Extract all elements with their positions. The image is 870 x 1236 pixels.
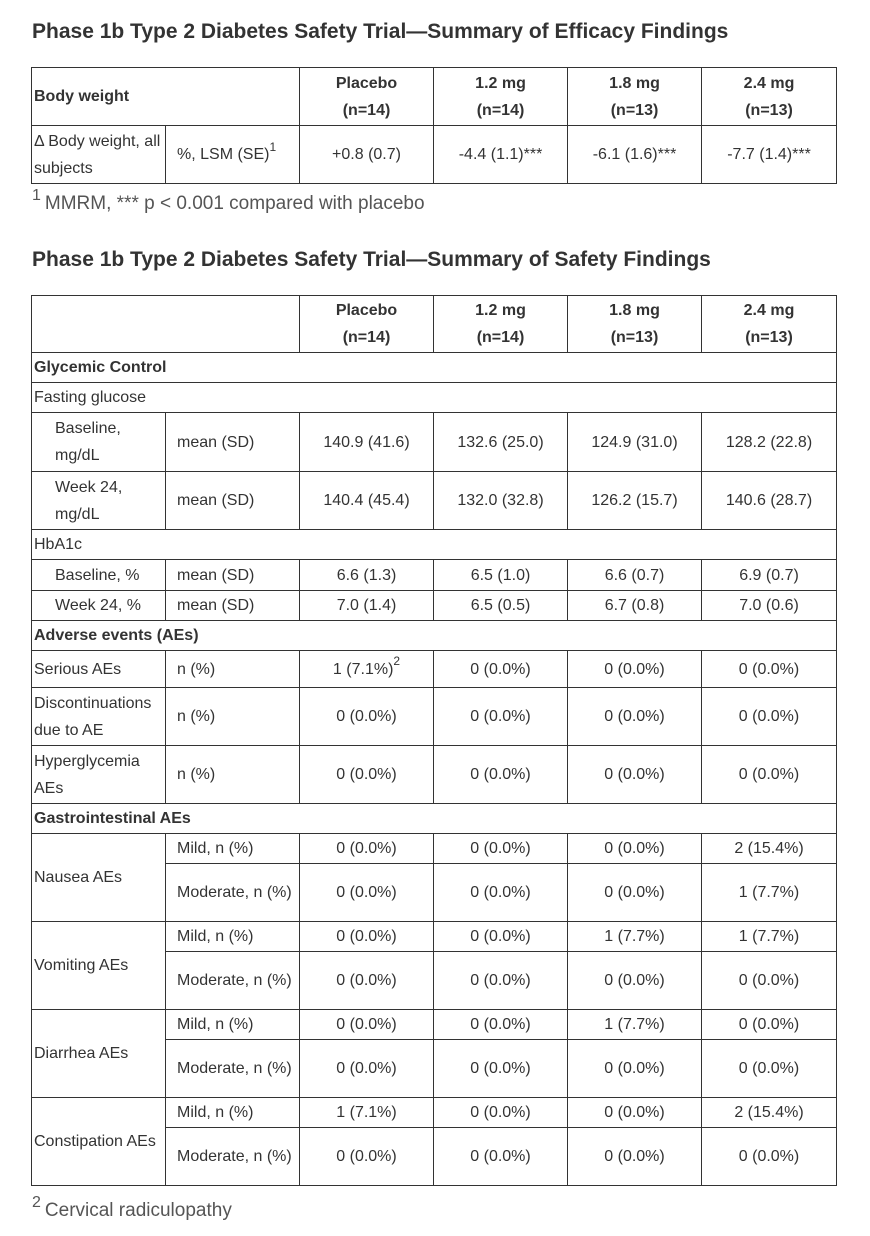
safety-title: Phase 1b Type 2 Diabetes Safety Trial—Summary of Safety Findings	[32, 248, 711, 271]
table-cell: 1 (7.1%)	[300, 1098, 434, 1128]
table-cell: 1 (7.7%)	[702, 864, 837, 922]
column-header	[434, 68, 568, 126]
row-label: Hyperglycemia AEs	[32, 746, 166, 804]
efficacy-header-row	[32, 68, 837, 126]
column-dose: 2.4 mg	[743, 302, 795, 319]
table-cell: -7.7 (1.4)***	[702, 126, 837, 184]
group-label: Nausea AEs	[32, 834, 166, 922]
column-header	[568, 296, 702, 353]
table-row	[32, 834, 837, 864]
table-cell: 0 (0.0%)	[300, 1128, 434, 1186]
table-row	[32, 746, 837, 804]
column-n: (n=13)	[745, 329, 793, 346]
row-unit: n (%)	[166, 651, 300, 688]
row-label: Baseline, %	[32, 560, 166, 591]
footnote-ref: 2	[393, 654, 401, 669]
table-cell: 132.6 (25.0)	[434, 413, 568, 472]
section-row	[32, 621, 837, 651]
table-cell: 140.4 (45.4)	[300, 472, 434, 530]
table-cell: 0 (0.0%)	[434, 834, 568, 864]
column-header	[434, 296, 568, 353]
table-cell: 0 (0.0%)	[434, 864, 568, 922]
table-cell: 0 (0.0%)	[568, 688, 702, 746]
safety-header-row	[32, 296, 837, 353]
column-header	[300, 68, 434, 126]
table-cell: 0 (0.0%)	[300, 952, 434, 1010]
column-n: (n=13)	[610, 329, 659, 346]
efficacy-footnote	[32, 186, 425, 215]
row-unit: mean (SD)	[166, 591, 300, 621]
row-unit: mean (SD)	[166, 413, 300, 472]
row-label: Week 24, %	[32, 591, 166, 621]
column-header	[300, 296, 434, 353]
table-cell: -4.4 (1.1)***	[434, 126, 568, 184]
table-row	[32, 472, 837, 530]
row-unit: Mild, n (%)	[166, 1010, 300, 1040]
group-label: Vomiting AEs	[32, 922, 166, 1010]
table-cell: 1 (7.7%)	[702, 922, 837, 952]
efficacy-header-label: Body weight	[32, 68, 300, 126]
table-cell: 132.0 (32.8)	[434, 472, 568, 530]
table-cell	[300, 651, 434, 688]
row-label: Discontinuations due to AE	[32, 688, 166, 746]
footnote-mark: 2	[32, 1193, 41, 1211]
empty-header-cell	[32, 296, 300, 353]
table-cell: 0 (0.0%)	[702, 1010, 837, 1040]
subsection-row	[32, 383, 837, 413]
table-cell: 124.9 (31.0)	[568, 413, 702, 472]
safety-footnote	[32, 1193, 232, 1222]
table-cell: 7.0 (1.4)	[300, 591, 434, 621]
table-cell: 0 (0.0%)	[300, 688, 434, 746]
table-cell: 1 (7.7%)	[568, 1010, 702, 1040]
table-cell: 0 (0.0%)	[568, 651, 702, 688]
table-cell: 0 (0.0%)	[434, 922, 568, 952]
column-dose: 1.8 mg	[609, 302, 660, 319]
section-glycemic: Glycemic Control	[32, 353, 837, 383]
column-dose: Placebo	[335, 74, 398, 92]
table-cell: 0 (0.0%)	[568, 864, 702, 922]
table-row	[32, 688, 837, 746]
column-n: (n=13)	[745, 101, 793, 119]
table-row	[32, 413, 837, 472]
table-cell: 0 (0.0%)	[300, 922, 434, 952]
footnote-text: Cervical radiculopathy	[44, 1200, 232, 1221]
table-cell: 0 (0.0%)	[300, 864, 434, 922]
table-row	[32, 1010, 837, 1040]
table-cell: 2 (15.4%)	[702, 1098, 837, 1128]
table-cell: 0 (0.0%)	[434, 688, 568, 746]
table-cell: 1 (7.7%)	[568, 922, 702, 952]
table-row	[32, 560, 837, 591]
column-n: (n=14)	[342, 101, 391, 119]
table-cell: 0 (0.0%)	[434, 746, 568, 804]
section-gastrointestinal: Gastrointestinal AEs	[32, 804, 837, 834]
table-cell: 0 (0.0%)	[702, 1040, 837, 1098]
table-cell: 0 (0.0%)	[434, 1010, 568, 1040]
row-unit: n (%)	[166, 746, 300, 804]
table-cell: 6.5 (1.0)	[434, 560, 568, 591]
table-cell: 140.6 (28.7)	[702, 472, 837, 530]
footnote-ref: 1	[269, 139, 277, 154]
table-cell: 0 (0.0%)	[568, 952, 702, 1010]
row-unit	[166, 126, 300, 184]
table-cell: 6.7 (0.8)	[568, 591, 702, 621]
efficacy-title: Phase 1b Type 2 Diabetes Safety Trial—Summary of Efficacy Findings	[32, 20, 729, 43]
table-row	[32, 922, 837, 952]
table-row	[32, 1098, 837, 1128]
table-cell: 0 (0.0%)	[568, 1128, 702, 1186]
column-dose: Placebo	[335, 302, 398, 319]
table-cell: 0 (0.0%)	[702, 651, 837, 688]
row-unit: Moderate, n (%)	[166, 1040, 300, 1098]
row-unit: mean (SD)	[166, 472, 300, 530]
table-cell: 0 (0.0%)	[434, 1098, 568, 1128]
table-cell: 0 (0.0%)	[434, 952, 568, 1010]
table-cell: 0 (0.0%)	[568, 746, 702, 804]
column-dose: 1.2 mg	[475, 74, 526, 92]
column-header	[568, 68, 702, 126]
table-cell: 0 (0.0%)	[702, 688, 837, 746]
safety-table	[31, 295, 837, 1186]
section-row	[32, 353, 837, 383]
row-label: Serious AEs	[32, 651, 166, 688]
section-row	[32, 804, 837, 834]
column-n: (n=14)	[342, 329, 391, 346]
group-label: Constipation AEs	[32, 1098, 166, 1186]
table-cell: 0 (0.0%)	[434, 1128, 568, 1186]
column-n: (n=14)	[476, 329, 525, 346]
subsection-fasting: Fasting glucose	[32, 383, 837, 413]
table-row	[32, 591, 837, 621]
table-cell: 7.0 (0.6)	[702, 591, 837, 621]
table-cell: 140.9 (41.6)	[300, 413, 434, 472]
column-dose: 1.8 mg	[609, 74, 660, 92]
table-cell: 2 (15.4%)	[702, 834, 837, 864]
row-unit: Moderate, n (%)	[166, 864, 300, 922]
row-unit: Moderate, n (%)	[166, 1128, 300, 1186]
table-cell: 0 (0.0%)	[568, 1040, 702, 1098]
column-n: (n=13)	[610, 101, 659, 119]
unit-text: %, LSM (SE)	[177, 146, 270, 163]
table-cell: 0 (0.0%)	[702, 952, 837, 1010]
row-unit: Mild, n (%)	[166, 1098, 300, 1128]
table-cell: +0.8 (0.7)	[300, 126, 434, 184]
table-cell: 128.2 (22.8)	[702, 413, 837, 472]
table-cell: 6.5 (0.5)	[434, 591, 568, 621]
row-label: Week 24, mg/dL	[32, 472, 166, 530]
table-cell: 0 (0.0%)	[702, 746, 837, 804]
efficacy-data-row	[32, 126, 837, 184]
table-cell: 0 (0.0%)	[568, 834, 702, 864]
table-cell: 6.9 (0.7)	[702, 560, 837, 591]
section-adverse-events: Adverse events (AEs)	[32, 621, 837, 651]
cell-value: 1 (7.1%)	[332, 660, 394, 678]
subsection-row	[32, 530, 837, 560]
table-cell: -6.1 (1.6)***	[568, 126, 702, 184]
table-cell: 0 (0.0%)	[300, 746, 434, 804]
row-label: Δ Body weight, all subjects	[32, 126, 166, 184]
footnote-text: MMRM, *** p < 0.001 compared with placebo	[44, 193, 425, 214]
row-unit: mean (SD)	[166, 560, 300, 591]
table-cell: 0 (0.0%)	[434, 651, 568, 688]
table-cell: 0 (0.0%)	[300, 1010, 434, 1040]
table-cell: 0 (0.0%)	[434, 1040, 568, 1098]
table-cell: 126.2 (15.7)	[568, 472, 702, 530]
table-cell: 0 (0.0%)	[702, 1128, 837, 1186]
column-dose: 1.2 mg	[475, 302, 526, 319]
table-cell: 0 (0.0%)	[568, 1098, 702, 1128]
subsection-hba1c: HbA1c	[32, 530, 837, 560]
footnote-mark: 1	[32, 186, 41, 204]
table-cell: 0 (0.0%)	[300, 834, 434, 864]
row-unit: Moderate, n (%)	[166, 952, 300, 1010]
efficacy-table	[31, 67, 837, 184]
column-header	[702, 296, 837, 353]
table-cell: 6.6 (0.7)	[568, 560, 702, 591]
column-n: (n=14)	[476, 101, 525, 119]
row-unit: Mild, n (%)	[166, 922, 300, 952]
table-cell: 6.6 (1.3)	[300, 560, 434, 591]
column-dose: 2.4 mg	[743, 74, 795, 92]
row-unit: n (%)	[166, 688, 300, 746]
table-row	[32, 651, 837, 688]
table-cell: 0 (0.0%)	[300, 1040, 434, 1098]
column-header	[702, 68, 837, 126]
row-unit: Mild, n (%)	[166, 834, 300, 864]
row-label: Baseline, mg/dL	[32, 413, 166, 472]
group-label: Diarrhea AEs	[32, 1010, 166, 1098]
